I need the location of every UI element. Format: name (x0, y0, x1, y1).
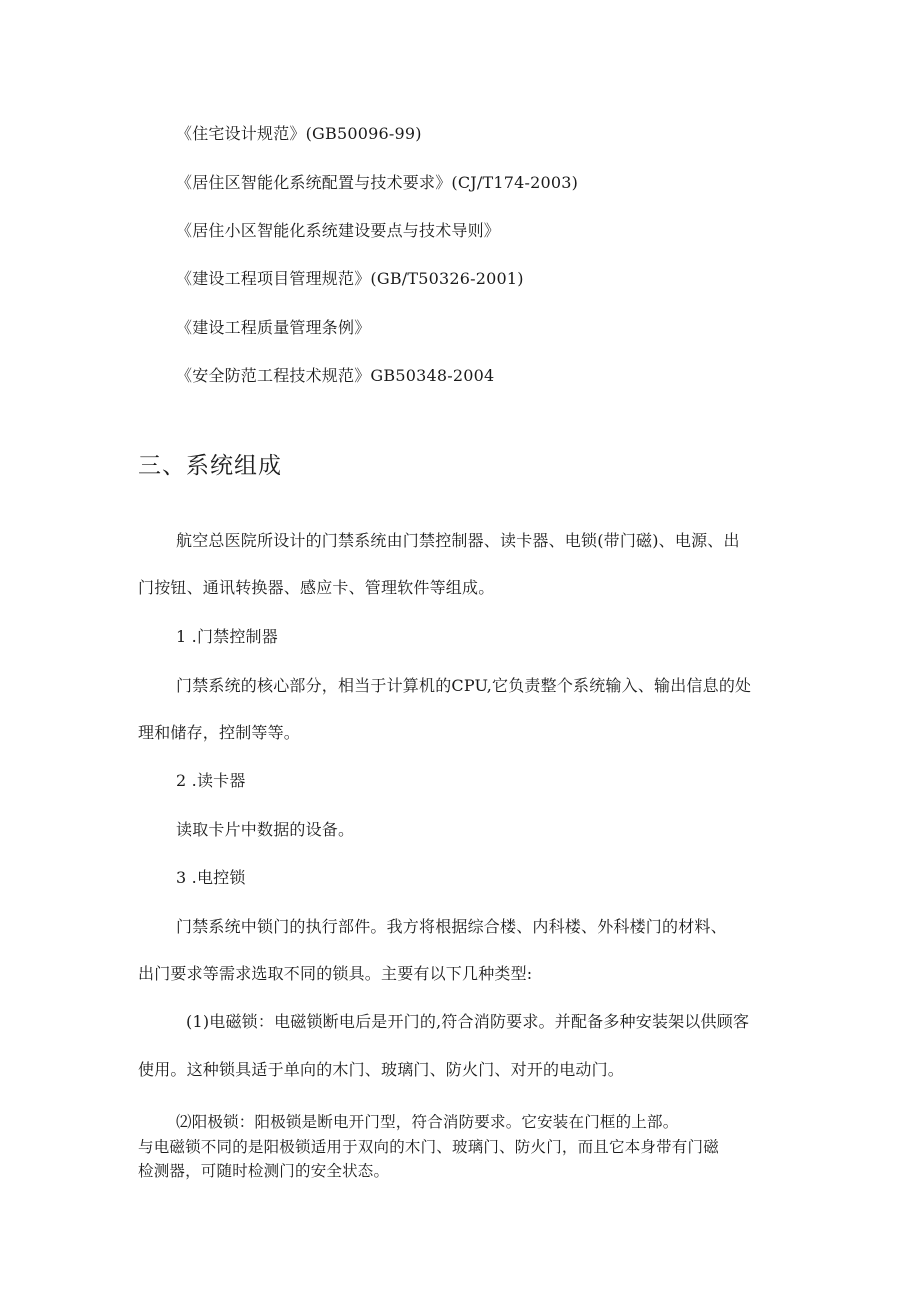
reference-item: 《住宅设计规范》(GB50096-99) (176, 124, 422, 143)
item-body-line: 读取卡片中数据的设备。 (176, 820, 355, 839)
lock-type-line: 与电磁锁不同的是阳极锁适用于双向的木门、玻璃门、防火门，而且它本身带有门磁 (138, 1138, 719, 1156)
lock-type-line: 使用。这种锁具适于单向的木门、玻璃门、防火门、对开的电动门。 (138, 1060, 625, 1079)
item-title: 2 .读卡器 (176, 771, 246, 790)
reference-item: 《安全防范工程技术规范》GB50348-2004 (176, 366, 495, 385)
reference-item: 《建设工程质量管理条例》 (176, 318, 371, 337)
item-title: 3 .电控锁 (176, 868, 246, 887)
item-title: 1 .门禁控制器 (176, 627, 278, 646)
intro-line: 门按钮、通讯转换器、感应卡、管理软件等组成。 (138, 578, 495, 597)
intro-line: 航空总医院所设计的门禁系统由门禁控制器、读卡器、电锁(带门磁)、电源、出 (176, 531, 740, 550)
reference-item: 《居住区智能化系统配置与技术要求》(CJ/T174-2003) (176, 173, 579, 192)
item-body-line: 理和储存，控制等等。 (138, 723, 301, 742)
item-body-line: 门禁系统中锁门的执行部件。我方将根据综合楼、内科楼、外科楼门的材料、 (176, 917, 727, 936)
lock-type-line: ⑵阳极锁：阳极锁是断电开门型，符合消防要求。它安装在门框的上部。 (176, 1113, 679, 1131)
item-body-line: 门禁系统的核心部分，相当于计算机的CPU,它负责整个系统输入、输出信息的处 (176, 676, 752, 695)
lock-type-line: 检测器，可随时检测门的安全状态。 (138, 1162, 390, 1180)
item-body-line: 出门要求等需求选取不同的锁具。主要有以下几种类型: (138, 964, 533, 983)
reference-item: 《居住小区智能化系统建设要点与技术导则》 (176, 221, 501, 240)
lock-type-line: (1)电磁锁：电磁锁断电后是开门的,符合消防要求。并配备多种安装架以供顾客 (186, 1012, 750, 1031)
reference-item: 《建设工程项目管理规范》(GB/T50326-2001) (176, 269, 524, 288)
section-heading: 三、系统组成 (138, 453, 282, 479)
